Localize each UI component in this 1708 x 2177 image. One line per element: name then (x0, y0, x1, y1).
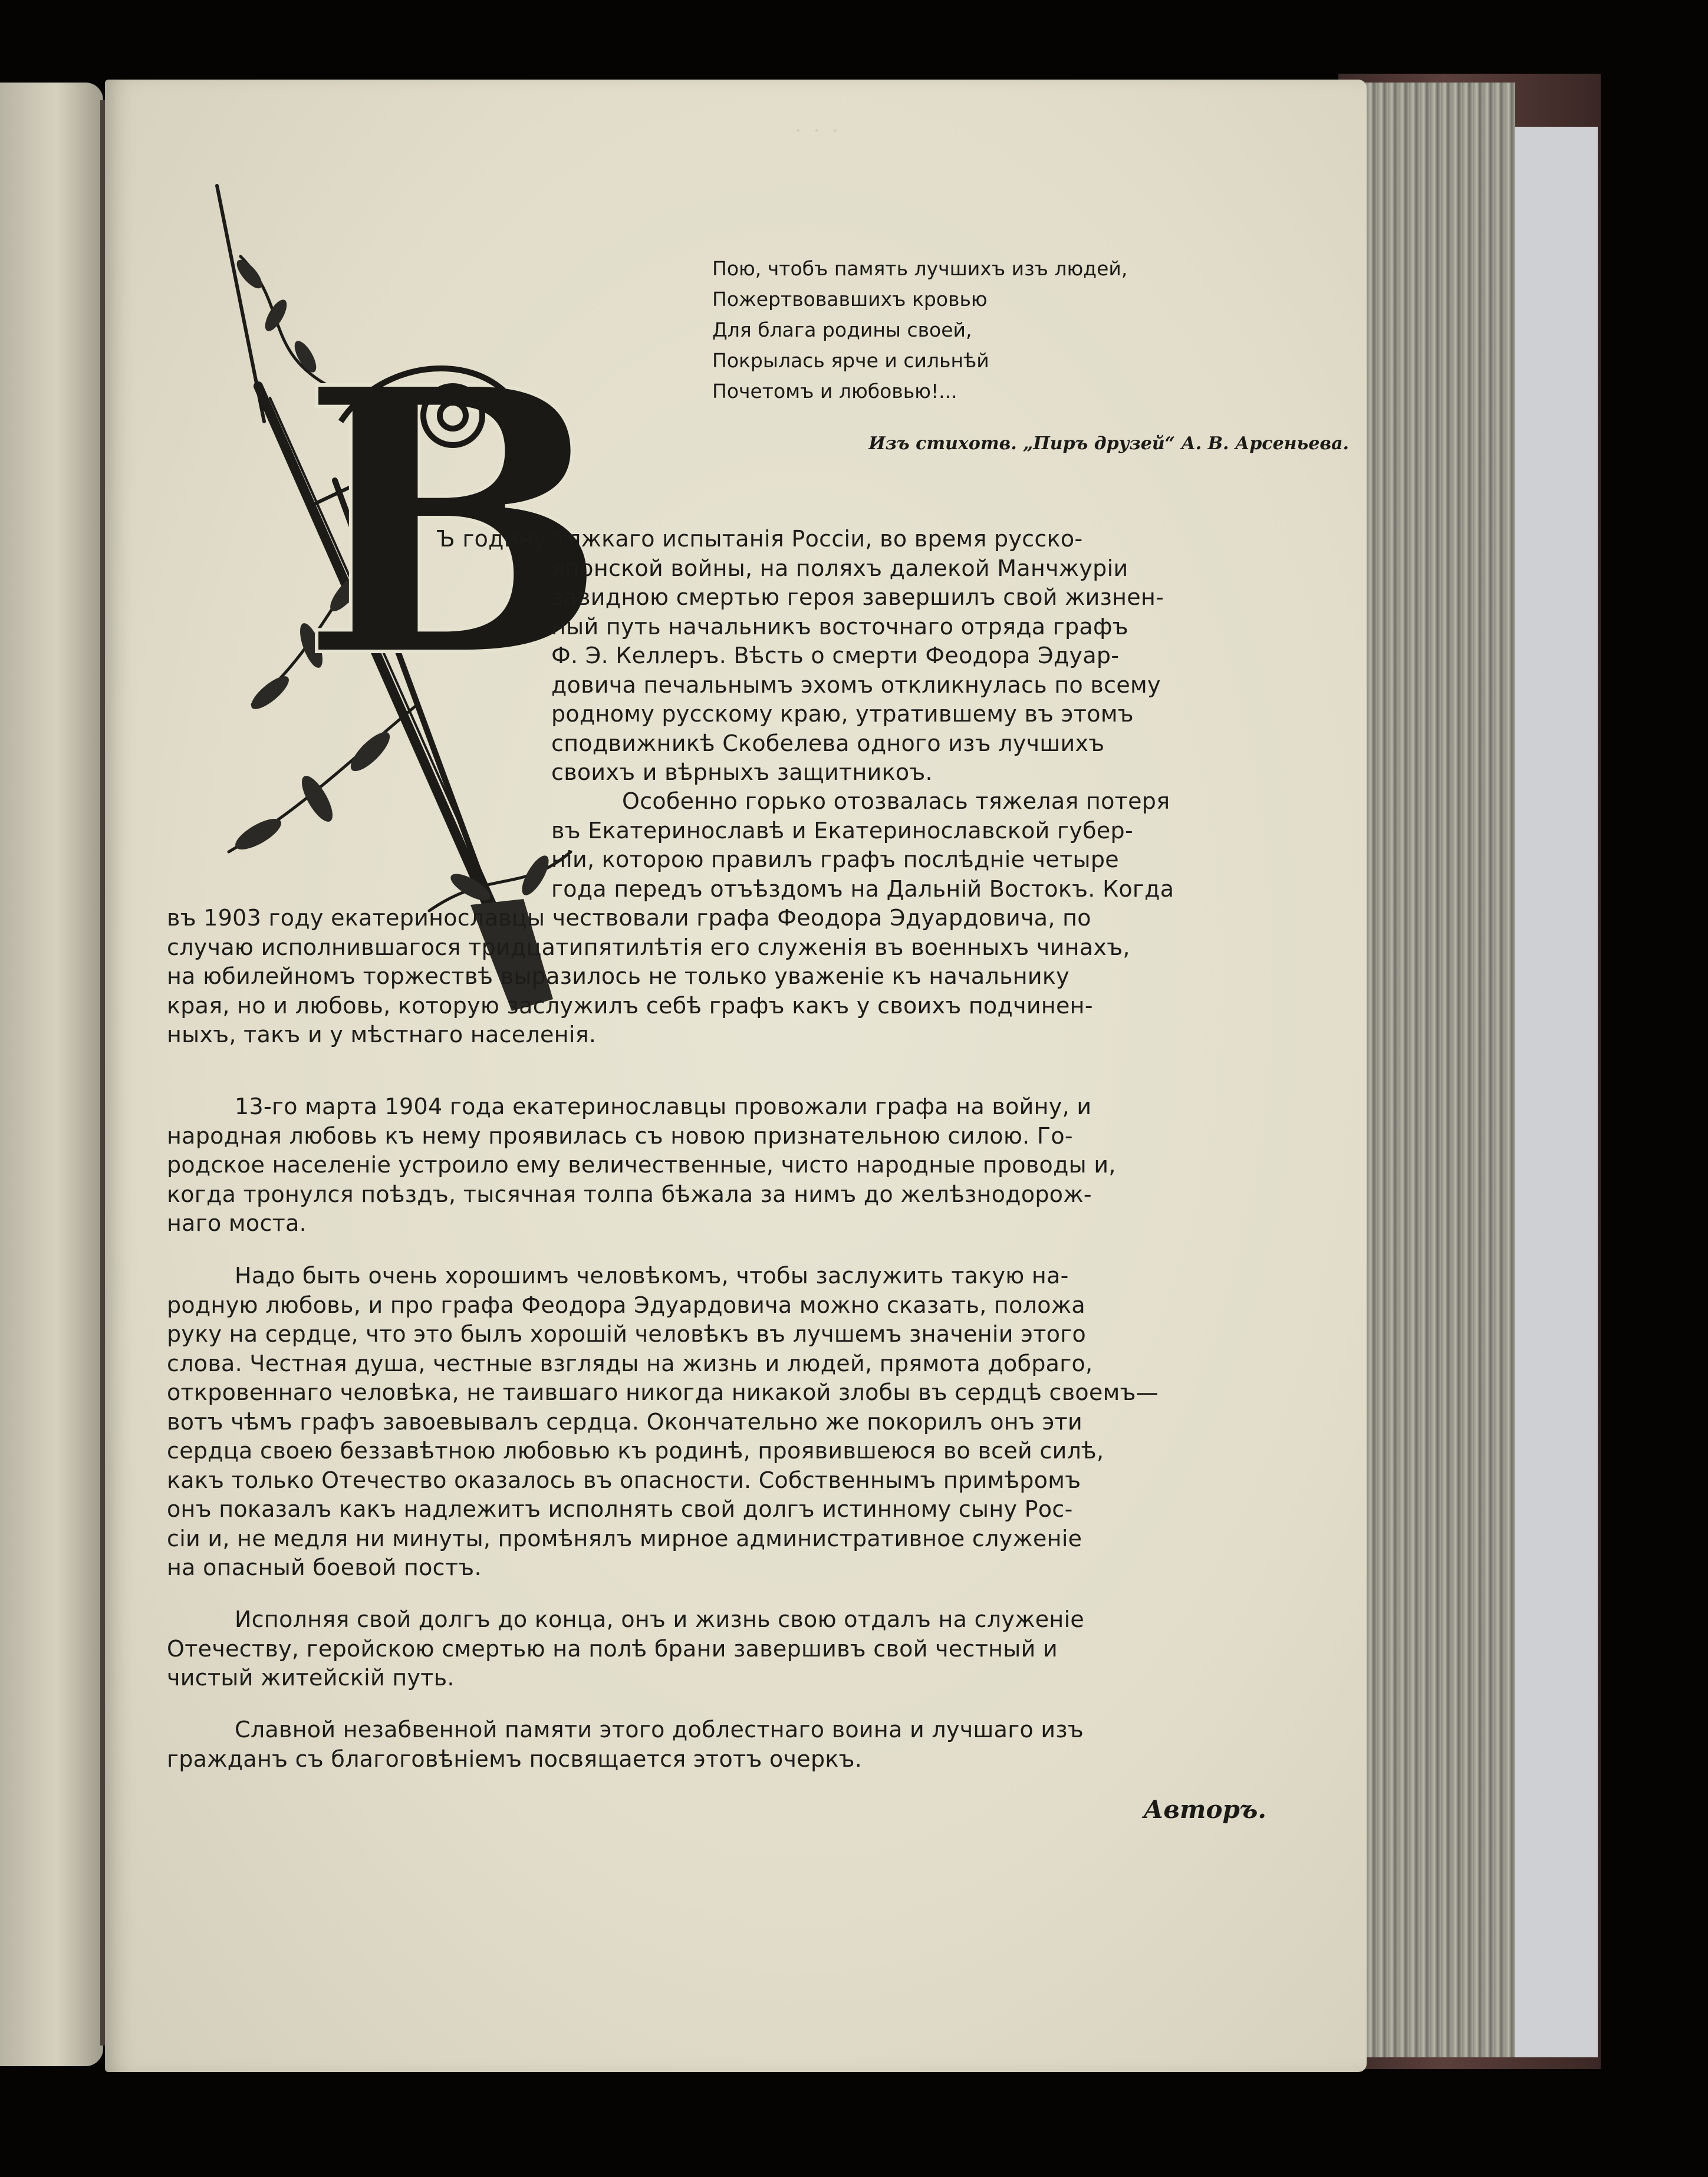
text-line: Ф. Э. Келлеръ. Вѣсть о смерти Феодора Эдуар- (551, 643, 1120, 668)
text-line: онъ показалъ какъ надлежитъ исполнять свой долгъ истинному сыну Рос- (167, 1496, 1073, 1522)
text-line: своихъ и вѣрныхъ защитникоъ. (551, 759, 933, 785)
dropcap-letter: В (300, 309, 609, 738)
text-line: Отечеству, геройскою смертью на полѣ брани завершивъ свой честный и (167, 1635, 1058, 1662)
page-edges (1356, 83, 1515, 2057)
text-line: откровеннаго человѣка, не таившаго никогда никакой злобы въ сердцѣ своемъ— (167, 1379, 1159, 1405)
poem-line: Пожертвовавшихъ кровью (712, 288, 988, 311)
paragraph-6 (167, 1715, 1084, 1774)
text-line: ный путь начальникъ восточнаго отряда графъ (551, 613, 1128, 640)
paragraph-3 (167, 1092, 1116, 1239)
text-line: наго моста. (167, 1210, 307, 1236)
text-line: родную любовь, и про графа Феодора Эдуардовича можно сказать, положа (167, 1292, 1085, 1318)
text-line: Ъ годину тяжкаго испытанія Россіи, во время русско- (436, 526, 1083, 552)
text-line: руку на сердце, что это былъ хорошій человѣкъ въ лучшемъ значеніи этого (167, 1321, 1087, 1347)
text-line: сподвижникѣ Скобелева одного изъ лучшихъ (551, 730, 1105, 756)
text-line: сіи и, не медля ни минуты, промѣнялъ мирное административное служеніе (167, 1525, 1082, 1552)
bleed-through-running-head: · · · (795, 121, 841, 141)
epigraph-attribution: Изъ стихотв. „Пиръ друзей“ А. В. Арсеньева. (868, 433, 1349, 454)
text-line: японской войны, на поляхъ далекой Манчжуріи (551, 555, 1128, 581)
poem-line: Для блага родины своей, (712, 318, 972, 341)
text-line: 13-го марта 1904 года екатеринославцы провожали графа на войну, и (235, 1094, 1092, 1119)
text-line: Исполняя свой долгъ до конца, онъ и жизнь свою отдалъ на служеніе (235, 1606, 1085, 1632)
text-line: завидною смертью героя завершилъ свой жизнен- (551, 584, 1164, 610)
text-line: чистый житейскій путь. (167, 1665, 455, 1691)
text-line: на юбилейномъ торжествѣ выразилось не только уваженіе къ начальнику (167, 963, 1069, 989)
text-line: вотъ чѣмъ графъ завоевывалъ сердца. Окончательно же покорилъ онъ эти (167, 1408, 1083, 1435)
text-line: гражданъ съ благоговѣніемъ посвящается этотъ очеркъ. (167, 1745, 863, 1772)
text-line: случаю исполнившагося тридцатипятилѣтія его служенія въ военныхъ чинахъ, (167, 934, 1130, 960)
text-line: родному русскому краю, утратившему въ этомъ (551, 701, 1134, 727)
poem-line: Почетомъ и любовью!... (712, 380, 957, 403)
paragraph-4 (167, 1262, 1159, 1583)
text-line: сердца своею беззавѣтною любовью къ родинѣ, проявившеюся во всей силѣ, (167, 1438, 1104, 1464)
text-line: ныхъ, такъ и у мѣстнаго населенія. (167, 1022, 597, 1048)
text-line: народная любовь къ нему проявилась съ новою признательною силою. Го- (167, 1122, 1073, 1149)
back-board (1509, 127, 1598, 2057)
paragraph-2-full (167, 904, 1130, 1050)
text-line: какъ только Отечество оказалось въ опасности. Собственнымъ примѣромъ (167, 1467, 1081, 1493)
text-line: Славной незабвенной памяти этого доблестнаго воина и лучшаго изъ (235, 1717, 1084, 1743)
text-line: слова. Честная душа, честные взгляды на жизнь и людей, прямота добраго, (167, 1350, 1093, 1376)
text-line: когда тронулся поѣздъ, тысячная толпа бѣжала за нимъ до желѣзнодорож- (167, 1181, 1092, 1207)
text-line: на опасный боевой постъ. (167, 1554, 482, 1580)
author-signature: Авторъ. (1143, 1795, 1266, 1824)
text-line: довича печальнымъ эхомъ откликнулась по всему (551, 671, 1161, 698)
poem-line: Пою, чтобъ память лучшихъ изъ людей, (712, 257, 1128, 280)
text-line: ніи, которою правилъ графъ послѣдніе четыре (551, 847, 1119, 872)
text-line: въ Екатеринославѣ и Екатеринославской губер- (551, 817, 1133, 844)
book-page (105, 80, 1367, 2072)
paragraph-5 (167, 1605, 1084, 1693)
left-page-edge (0, 83, 103, 2066)
text-line: края, но и любовь, которую заслужилъ себѣ графъ какъ у своихъ подчинен- (167, 992, 1093, 1019)
poem-line: Покрылась ярче и сильнѣй (712, 349, 989, 372)
text-line: года передъ отъѣздомъ на Дальній Востокъ. Когда (551, 875, 1174, 902)
text-line: родское населеніе устроило ему величественные, чисто народные проводы и, (167, 1152, 1116, 1178)
epigraph-poem (712, 253, 1349, 407)
paragraph-1 (436, 525, 1164, 788)
text-line: Особенно горько отозвалась тяжелая потеря (622, 788, 1170, 814)
text-line: въ 1903 году екатеринославцы чествовали графа Феодора Эдуардовича, по (167, 905, 1091, 931)
text-line: Надо быть очень хорошимъ человѣкомъ, чтобы заслужить такую на- (235, 1263, 1069, 1289)
paragraph-2-indented (551, 787, 1174, 904)
